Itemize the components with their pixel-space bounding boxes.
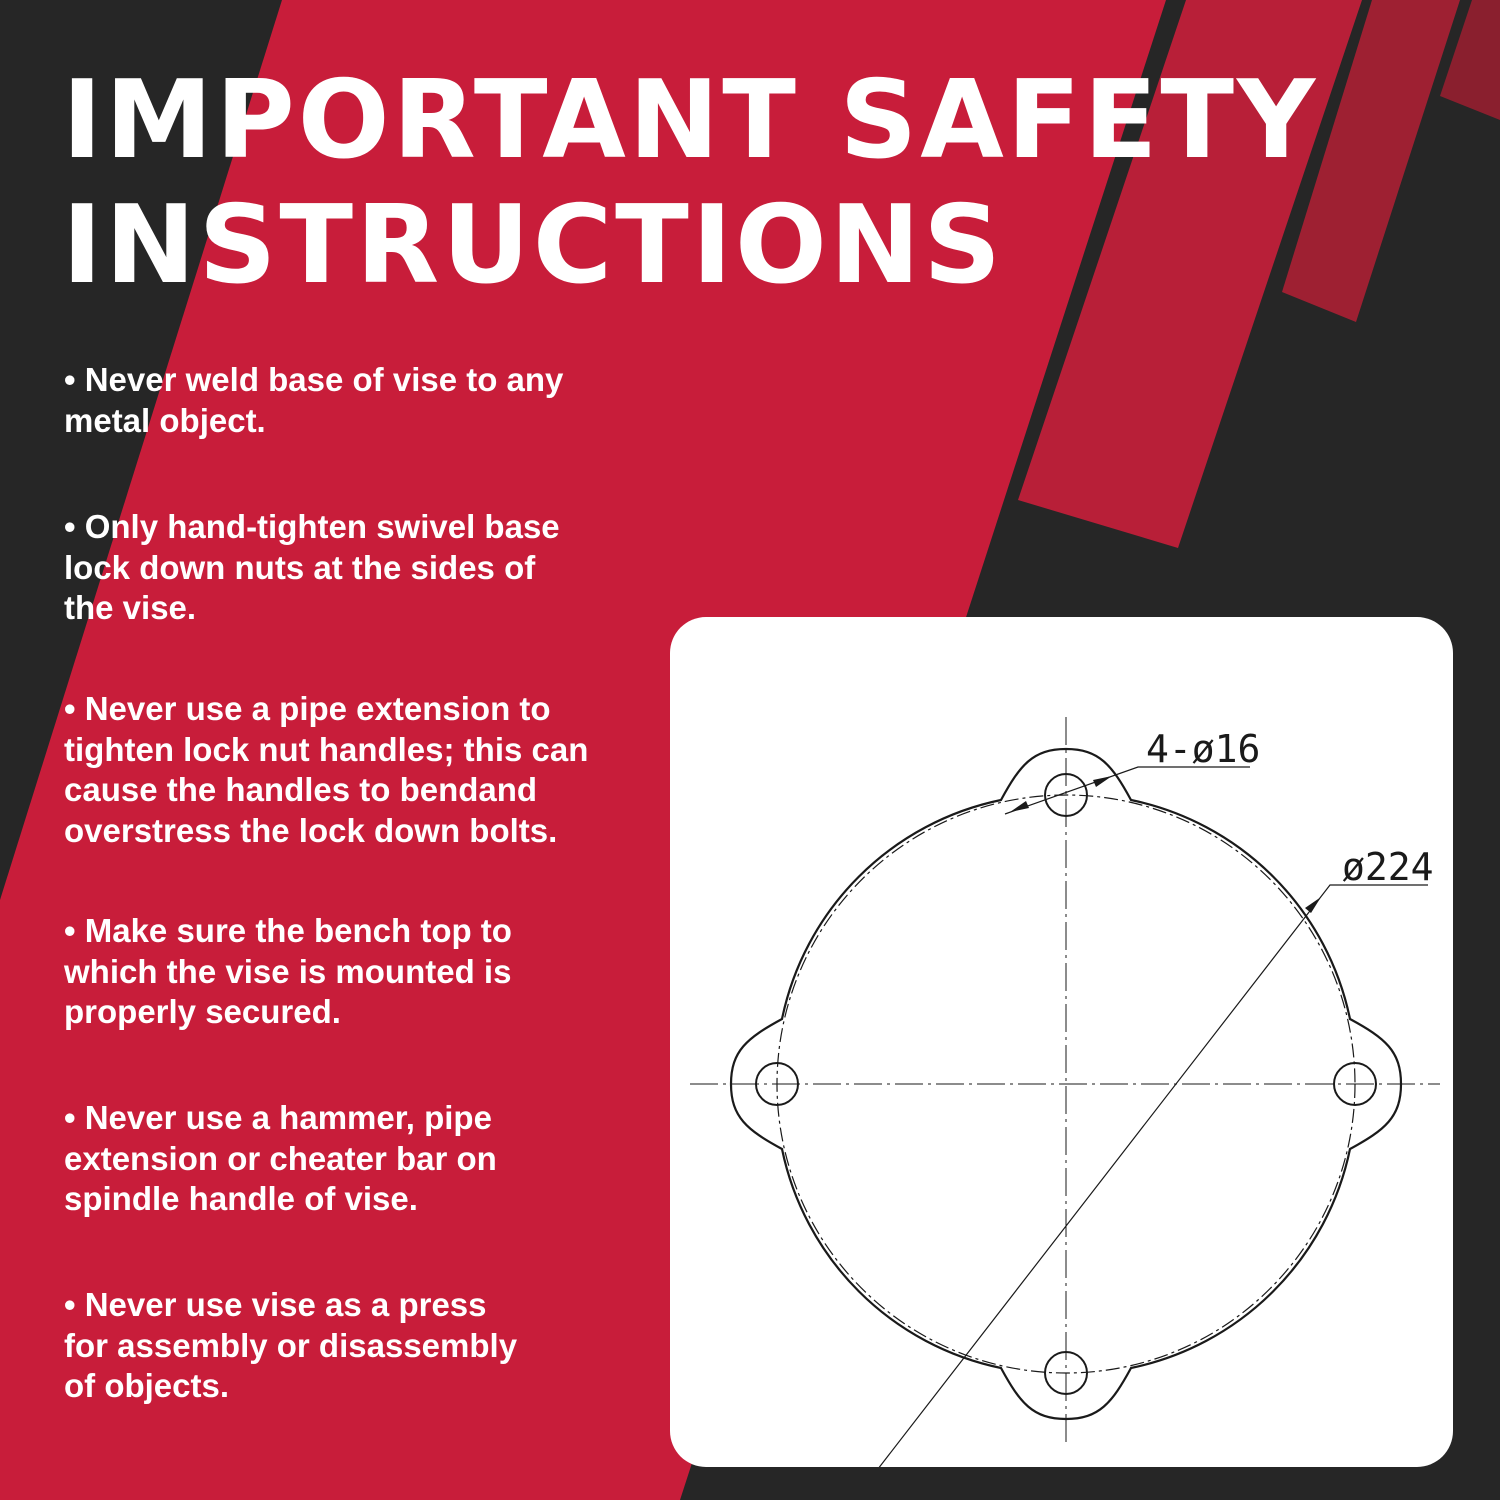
instruction-item: • Never use a pipe extension to tighten lock nut handles; this can cause the handles to bendand overstress the lock down bolts. (64, 690, 589, 849)
mounting-base-drawing (670, 617, 1453, 1467)
hole-arrow-icon (1093, 776, 1112, 787)
mounting-diagram-card (670, 617, 1453, 1467)
instruction-item: • Only hand-tighten swivel base lock down nuts at the sides of the vise. (64, 508, 560, 626)
instruction-item: • Never use a hammer, pipe extension or cheater bar on spindle handle of vise. (64, 1099, 497, 1217)
hole-arrow-icon (1010, 801, 1029, 812)
hole-size-label: 4-ø16 (1146, 727, 1261, 771)
diameter-dimension-line (670, 617, 793, 1467)
instruction-item: • Never use vise as a press for assembly or disassembly of objects. (64, 1286, 518, 1404)
diameter-arrow-icon (1305, 897, 1321, 913)
title-line-1: IMPORTANT SAFETY (62, 58, 1319, 183)
page-title (62, 58, 1318, 308)
diameter-label: ø224 (1342, 845, 1434, 889)
instruction-item: • Make sure the bench top to which the vise is mounted is properly secured. (64, 912, 512, 1030)
title-line-2: INSTRUCTIONS (62, 183, 1004, 308)
instruction-item: • Never weld base of vise to any metal object. (64, 361, 564, 439)
hole-callout-leader (1005, 767, 1250, 814)
